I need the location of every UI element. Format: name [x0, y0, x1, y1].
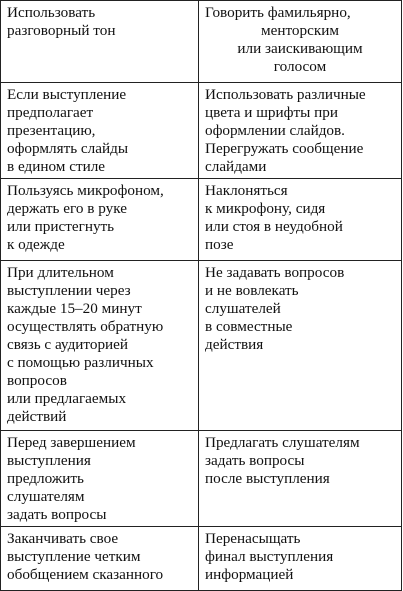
cell-line: финал выступления — [205, 548, 334, 565]
cell-line: к микрофону, сидя — [205, 200, 326, 217]
cell-line: или предлагаемых — [7, 390, 127, 407]
cell-line: задать вопросы — [7, 506, 107, 523]
cell-line: Если выступление — [7, 86, 127, 103]
cell-do — [1, 431, 199, 527]
cell-line: информацией — [205, 566, 294, 583]
cell-line: или заискивающим — [237, 40, 363, 57]
cell-line: разговорный тон — [7, 22, 116, 39]
cell-dont — [199, 1, 402, 83]
cell-line: Предлагать слушателям — [205, 434, 360, 451]
cell-line: задать вопросы — [205, 452, 305, 469]
cell-dont — [199, 83, 402, 179]
cell-line: Использовать различные — [205, 86, 366, 103]
table-row — [1, 83, 402, 179]
cell-line: презентацию, — [7, 122, 96, 139]
cell-line: слушателей — [205, 300, 281, 317]
cell-line: слайдами — [205, 158, 267, 175]
cell-line: оформлении слайдов. — [205, 122, 345, 139]
table-row — [1, 261, 402, 431]
cell-line: к одежде — [7, 236, 65, 253]
cell-line: вопросов — [7, 372, 67, 389]
cell-line: или пристегнуть — [7, 218, 115, 235]
cell-line: цвета и шрифты при — [205, 104, 338, 121]
cell-line: или стоя в неудобной — [205, 218, 343, 235]
cell-line: Использовать — [7, 4, 96, 21]
cell-line: Заканчивать свое — [7, 530, 119, 547]
cell-line: после выступления — [205, 470, 330, 487]
cell-line: Перед завершением — [7, 434, 136, 451]
table-row — [1, 1, 402, 83]
cell-dont — [199, 179, 402, 261]
cell-line: и не вовлекать — [205, 282, 299, 299]
cell-line: в совместные — [205, 318, 293, 335]
table-row — [1, 431, 402, 527]
cell-do — [1, 527, 199, 591]
table-row — [1, 179, 402, 261]
cell-line: действия — [205, 336, 264, 353]
cell-do — [1, 179, 199, 261]
cell-line: в едином стиле — [7, 158, 106, 175]
cell-line: Пользуясь микрофоном, — [7, 182, 164, 199]
cell-line: предложить — [7, 470, 84, 487]
cell-line: выступлении через — [7, 282, 131, 299]
cell-line: Перегружать сообщение — [205, 140, 364, 157]
cell-line: Перенасыщать — [205, 530, 301, 547]
cell-line: каждые 15–20 минут — [7, 300, 142, 317]
cell-dont — [199, 527, 402, 591]
cell-line: предполагает — [7, 104, 94, 121]
cell-line: держать его в руке — [7, 200, 127, 217]
cell-line: При длительном — [7, 264, 114, 281]
table-row — [1, 527, 402, 591]
cell-do — [1, 1, 199, 83]
cell-line: оформлять слайды — [7, 140, 129, 157]
cell-line: Наклоняться — [205, 182, 288, 199]
cell-line: Не задавать вопросов — [205, 264, 345, 281]
cell-line: позе — [205, 236, 234, 253]
cell-line: слушателям — [7, 488, 85, 505]
cell-line: голосом — [273, 58, 327, 75]
cell-line: Говорить фамильярно, — [205, 4, 351, 21]
cell-dont — [199, 431, 402, 527]
cell-line: выступление четким — [7, 548, 141, 565]
cell-do — [1, 83, 199, 179]
cell-dont — [199, 261, 402, 431]
cell-line: связь с аудиторией — [7, 336, 129, 353]
cell-line: выступления — [7, 452, 91, 469]
cell-line: действий — [7, 408, 67, 425]
cell-line: с помощью различных — [7, 354, 154, 371]
cell-line: обобщением сказанного — [7, 566, 164, 583]
cell-do — [1, 261, 199, 431]
cell-line: менторским — [261, 22, 339, 39]
cell-line: осуществлять обратную — [7, 318, 164, 335]
